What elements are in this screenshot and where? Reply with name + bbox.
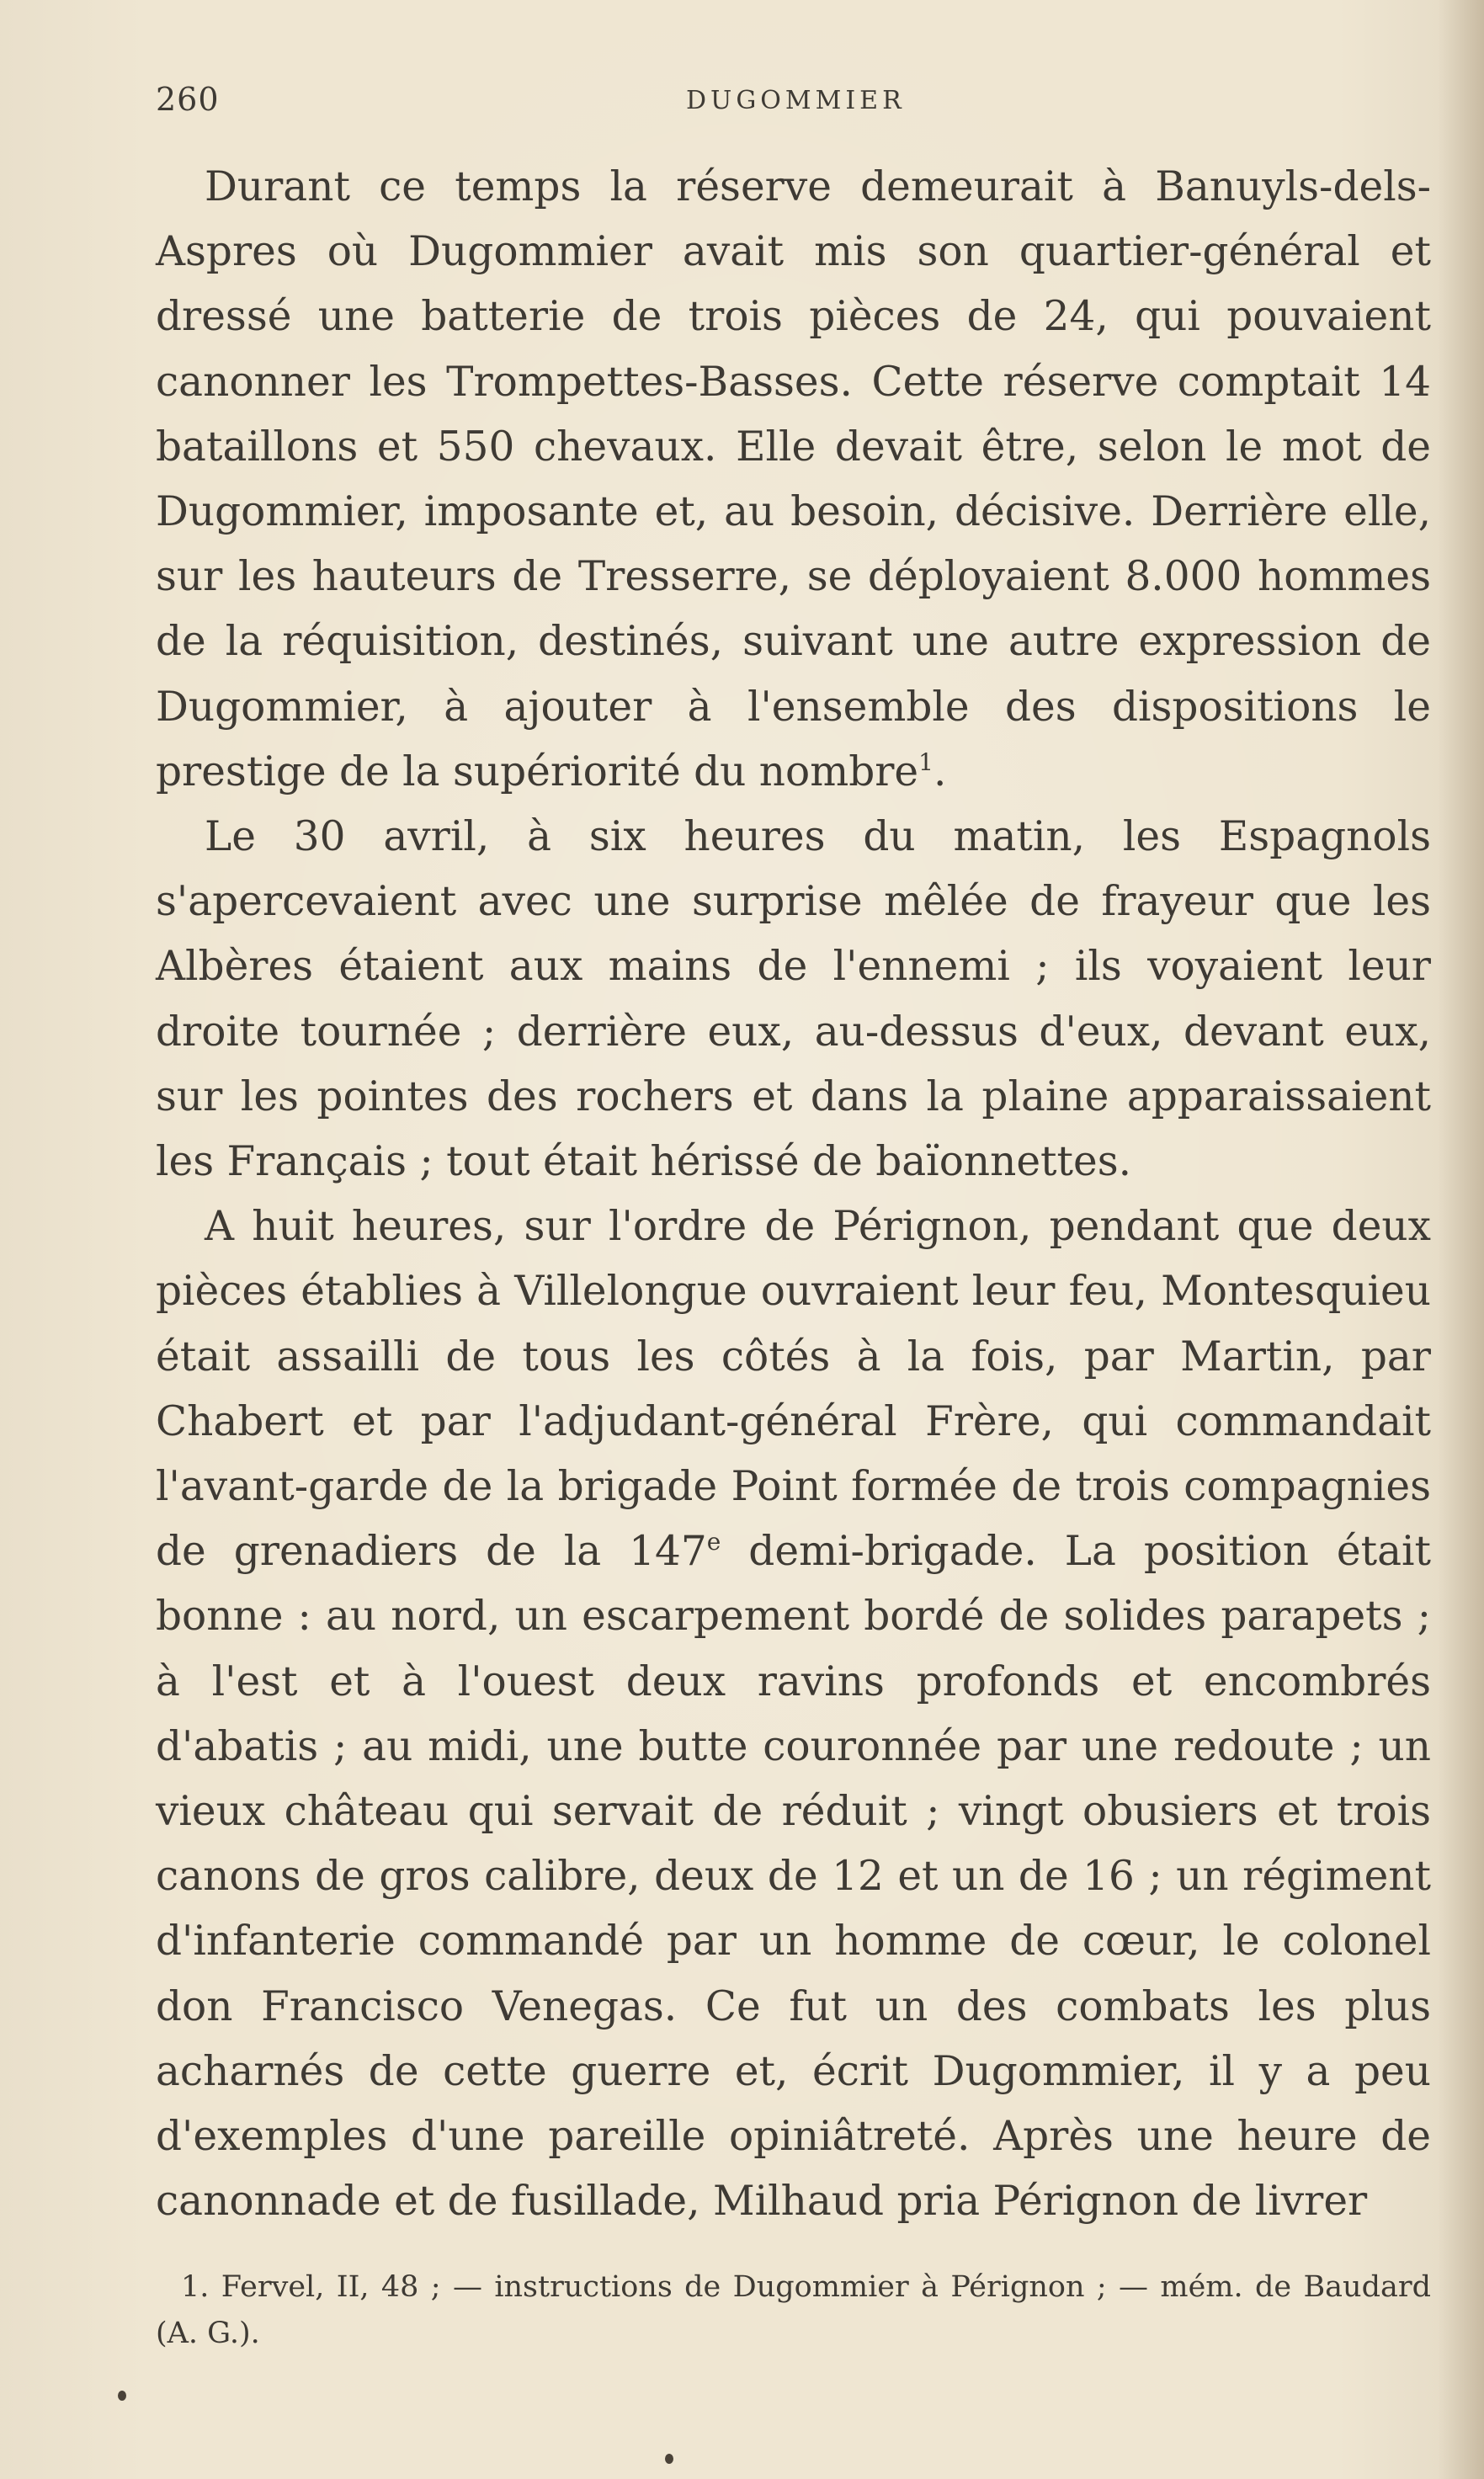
main-text xyxy=(156,155,1431,2235)
footnote-reference: 1 xyxy=(918,747,933,776)
print-speck xyxy=(665,2454,673,2464)
page-header xyxy=(156,81,1435,131)
paragraph-3-text-b: demi-brigade. La position était bonne : au nord, un escarpement bordé de solides parapets ; à l'est et à l'ouest deux ravins profonds et encombrés d'abatis ; au midi, une butte couronnée par une redoute ; un vieux château qui servait de réduit ; vingt obusiers et trois canons de gros calibre, deux de 12 et un de 16 ; un régiment d'infanterie commandé par un homme de cœur, le colonel don Francisco Venegas. Ce fut un des combats les plus acharnés de cette guerre et, écrit Dugommier, il y a peu d'exemples d'une pareille opiniâtreté. Après une heure de canonnade et de fusillade, Milhaud pria Pérignon de livrer xyxy=(156,1528,1431,2226)
page-number: 260 xyxy=(156,81,220,118)
ordinal-superscript: e xyxy=(706,1528,721,1556)
paragraph-1-text: Durant ce temps la réserve demeurait à Banuyls-dels-Aspres où Dugommier avait mis son quartier-général et dressé une batterie de trois pièces de 24, qui pouvaient canonner les Trompettes-Basses. Cette réserve comptait 14 bataillons et 550 chevaux. Elle devait être, selon le mot de Dugommier, imposante et, au besoin, décisive. Derrière elle, sur les hauteurs de Tresserre, se déployaient 8.000 hommes de la réquisition, destinés, suivant une autre expression de Dugommier, à ajouter à l'ensemble des dispositions le prestige de la supériorité du nombre xyxy=(156,163,1431,795)
paragraph-3 xyxy=(156,1194,1431,2234)
paragraph-1 xyxy=(156,155,1431,805)
running-title: DUGOMMIER xyxy=(686,86,906,115)
page-edge-shadow xyxy=(1438,0,1484,2479)
paragraph-1-end: . xyxy=(933,747,947,795)
footnote-1: 1. Fervel, II, 48 ; — instructions de Dugommier à Pérignon ; — mém. de Baudard (A. G.). xyxy=(156,2270,1431,2350)
print-speck xyxy=(118,2391,126,2401)
paragraph-3-text-a: A huit heures, sur l'ordre de Pérignon, pendant que deux pièces établies à Villelongue ouvraient leur feu, Montesquieu était assailli de tous les côtés à la fois, par Martin, par Chabert et par l'adjudant-général Frère, qui commandait l'avant-garde de la brigade Point formée de trois compagnies de grenadiers de la 147 xyxy=(156,1203,1431,1576)
paragraph-2-text: Le 30 avril, à six heures du matin, les Espagnols s'apercevaient avec une surprise mêlée de frayeur que les Albères étaient aux mains de l'ennemi ; ils voyaient leur droite tournée ; derrière eux, au-dessus d'eux, devant eux, sur les pointes des rochers et dans la plaine apparaissaient les Français ; tout était hérissé de baïonnettes. xyxy=(156,813,1431,1186)
paragraph-2 xyxy=(156,805,1431,1194)
footnotes xyxy=(156,2264,1431,2357)
